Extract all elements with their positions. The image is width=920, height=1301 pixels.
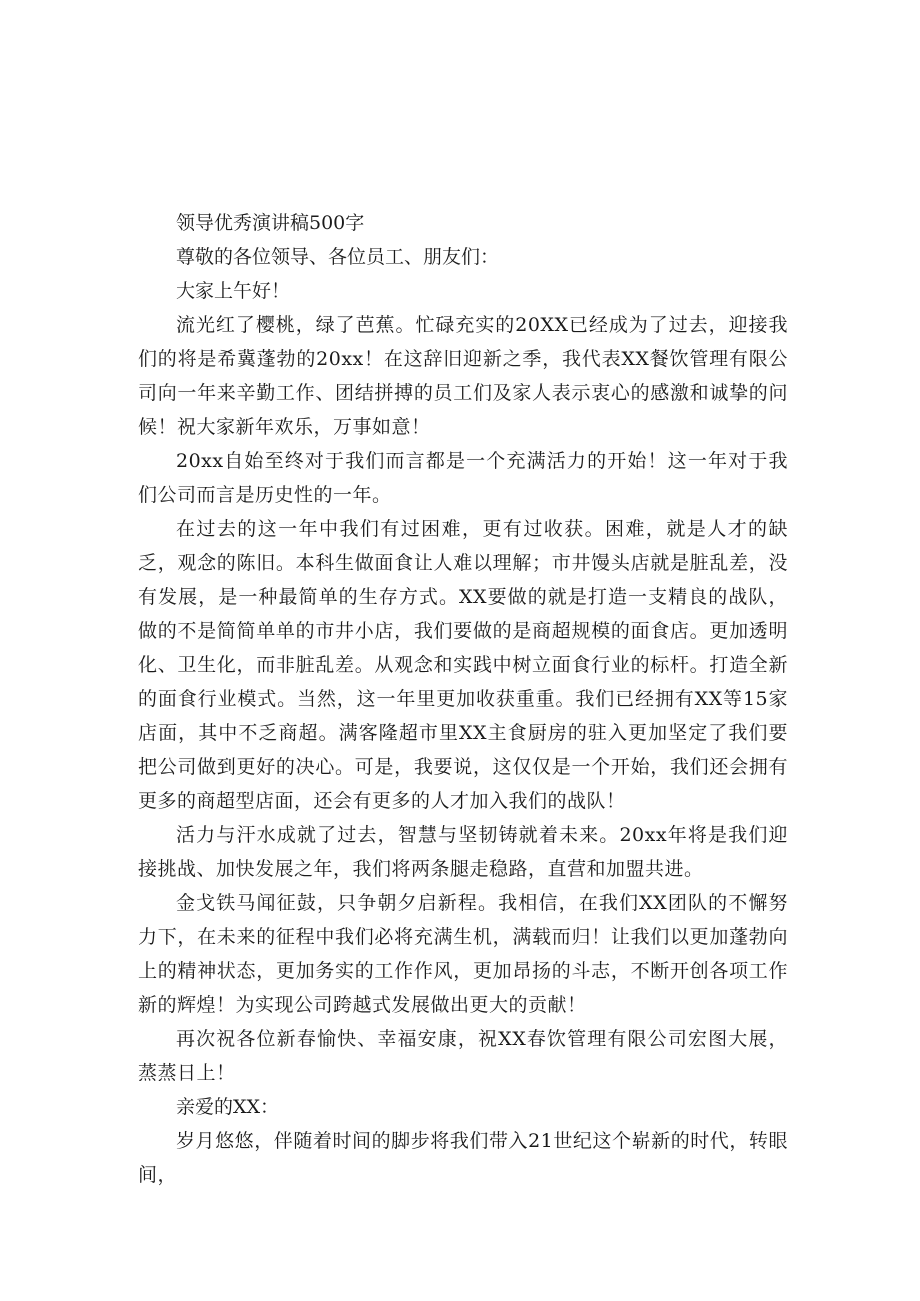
paragraph-final: 岁月悠悠，伴随着时间的脚步将我们带入21世纪这个崭新的时代，转眼间，	[138, 1130, 788, 1186]
document-title: 领导优秀演讲稿500字	[176, 212, 365, 234]
paragraph-encouragement: 金戈铁马闻征鼓，只争朝夕启新程。我相信，在我们XX团队的不懈努力下，在未来的征程中我们必将充满生机，满载而归！让我们以更加蓬勃向上的精神状态，更加务实的工作作风，更加昂扬的斗志，不断开创各项工作新的辉煌！为实现公司跨越式发展做出更大的贡献！	[138, 892, 788, 1016]
greeting: 大家上午好！	[176, 280, 291, 302]
document-page	[138, 206, 788, 1192]
paragraph-wishes: 再次祝各位新春愉快、幸福安康，祝XX春饮管理有限公司宏图大展，蒸蒸日上！	[138, 1028, 788, 1084]
paragraph-opening: 流光红了樱桃，绿了芭蕉。忙碌充实的20XX已经成为了过去，迎接我们的将是希冀蓬勃的20xx！在这辞旧迎新之季，我代表XX餐饮管理有限公司向一年来辛勤工作、团结拼搏的员工们及家人表示衷心的感激和诚挚的问候！祝大家新年欢乐，万事如意！	[138, 314, 788, 438]
paragraph-outlook: 活力与汗水成就了过去，智慧与坚韧铸就着未来。20xx年将是我们迎接挑战、加快发展之年，我们将两条腿走稳路，直营和加盟共进。	[138, 824, 788, 880]
salutation: 尊敬的各位领导、各位员工、朋友们：	[176, 246, 500, 268]
paragraph-history: 20xx自始至终对于我们而言都是一个充满活力的开始！这一年对于我们公司而言是历史性的一年。	[138, 450, 788, 506]
paragraph-review: 在过去的这一年中我们有过困难，更有过收获。困难，就是人才的缺乏，观念的陈旧。本科生做面食让人难以理解；市井馒头店就是脏乱差，没有发展，是一种最简单的生存方式。XX要做的就是打造一支精良的战队，做的不是简简单单的市井小店，我们要做的是商超规模的面食店。更加透明化、卫生化，而非脏乱差。从观念和实践中树立面食行业的标杆。打造全新的面食行业模式。当然，这一年里更加收获重重。我们已经拥有XX等15家店面，其中不乏商超。满客隆超市里XX主食厨房的驻入更加坚定了我们要把公司做到更好的决心。可是，我要说，这仅仅是一个开始，我们还会拥有更多的商超型店面，还会有更多的人才加入我们的战队！	[138, 518, 788, 812]
second-salutation: 亲爱的XX：	[176, 1096, 280, 1118]
